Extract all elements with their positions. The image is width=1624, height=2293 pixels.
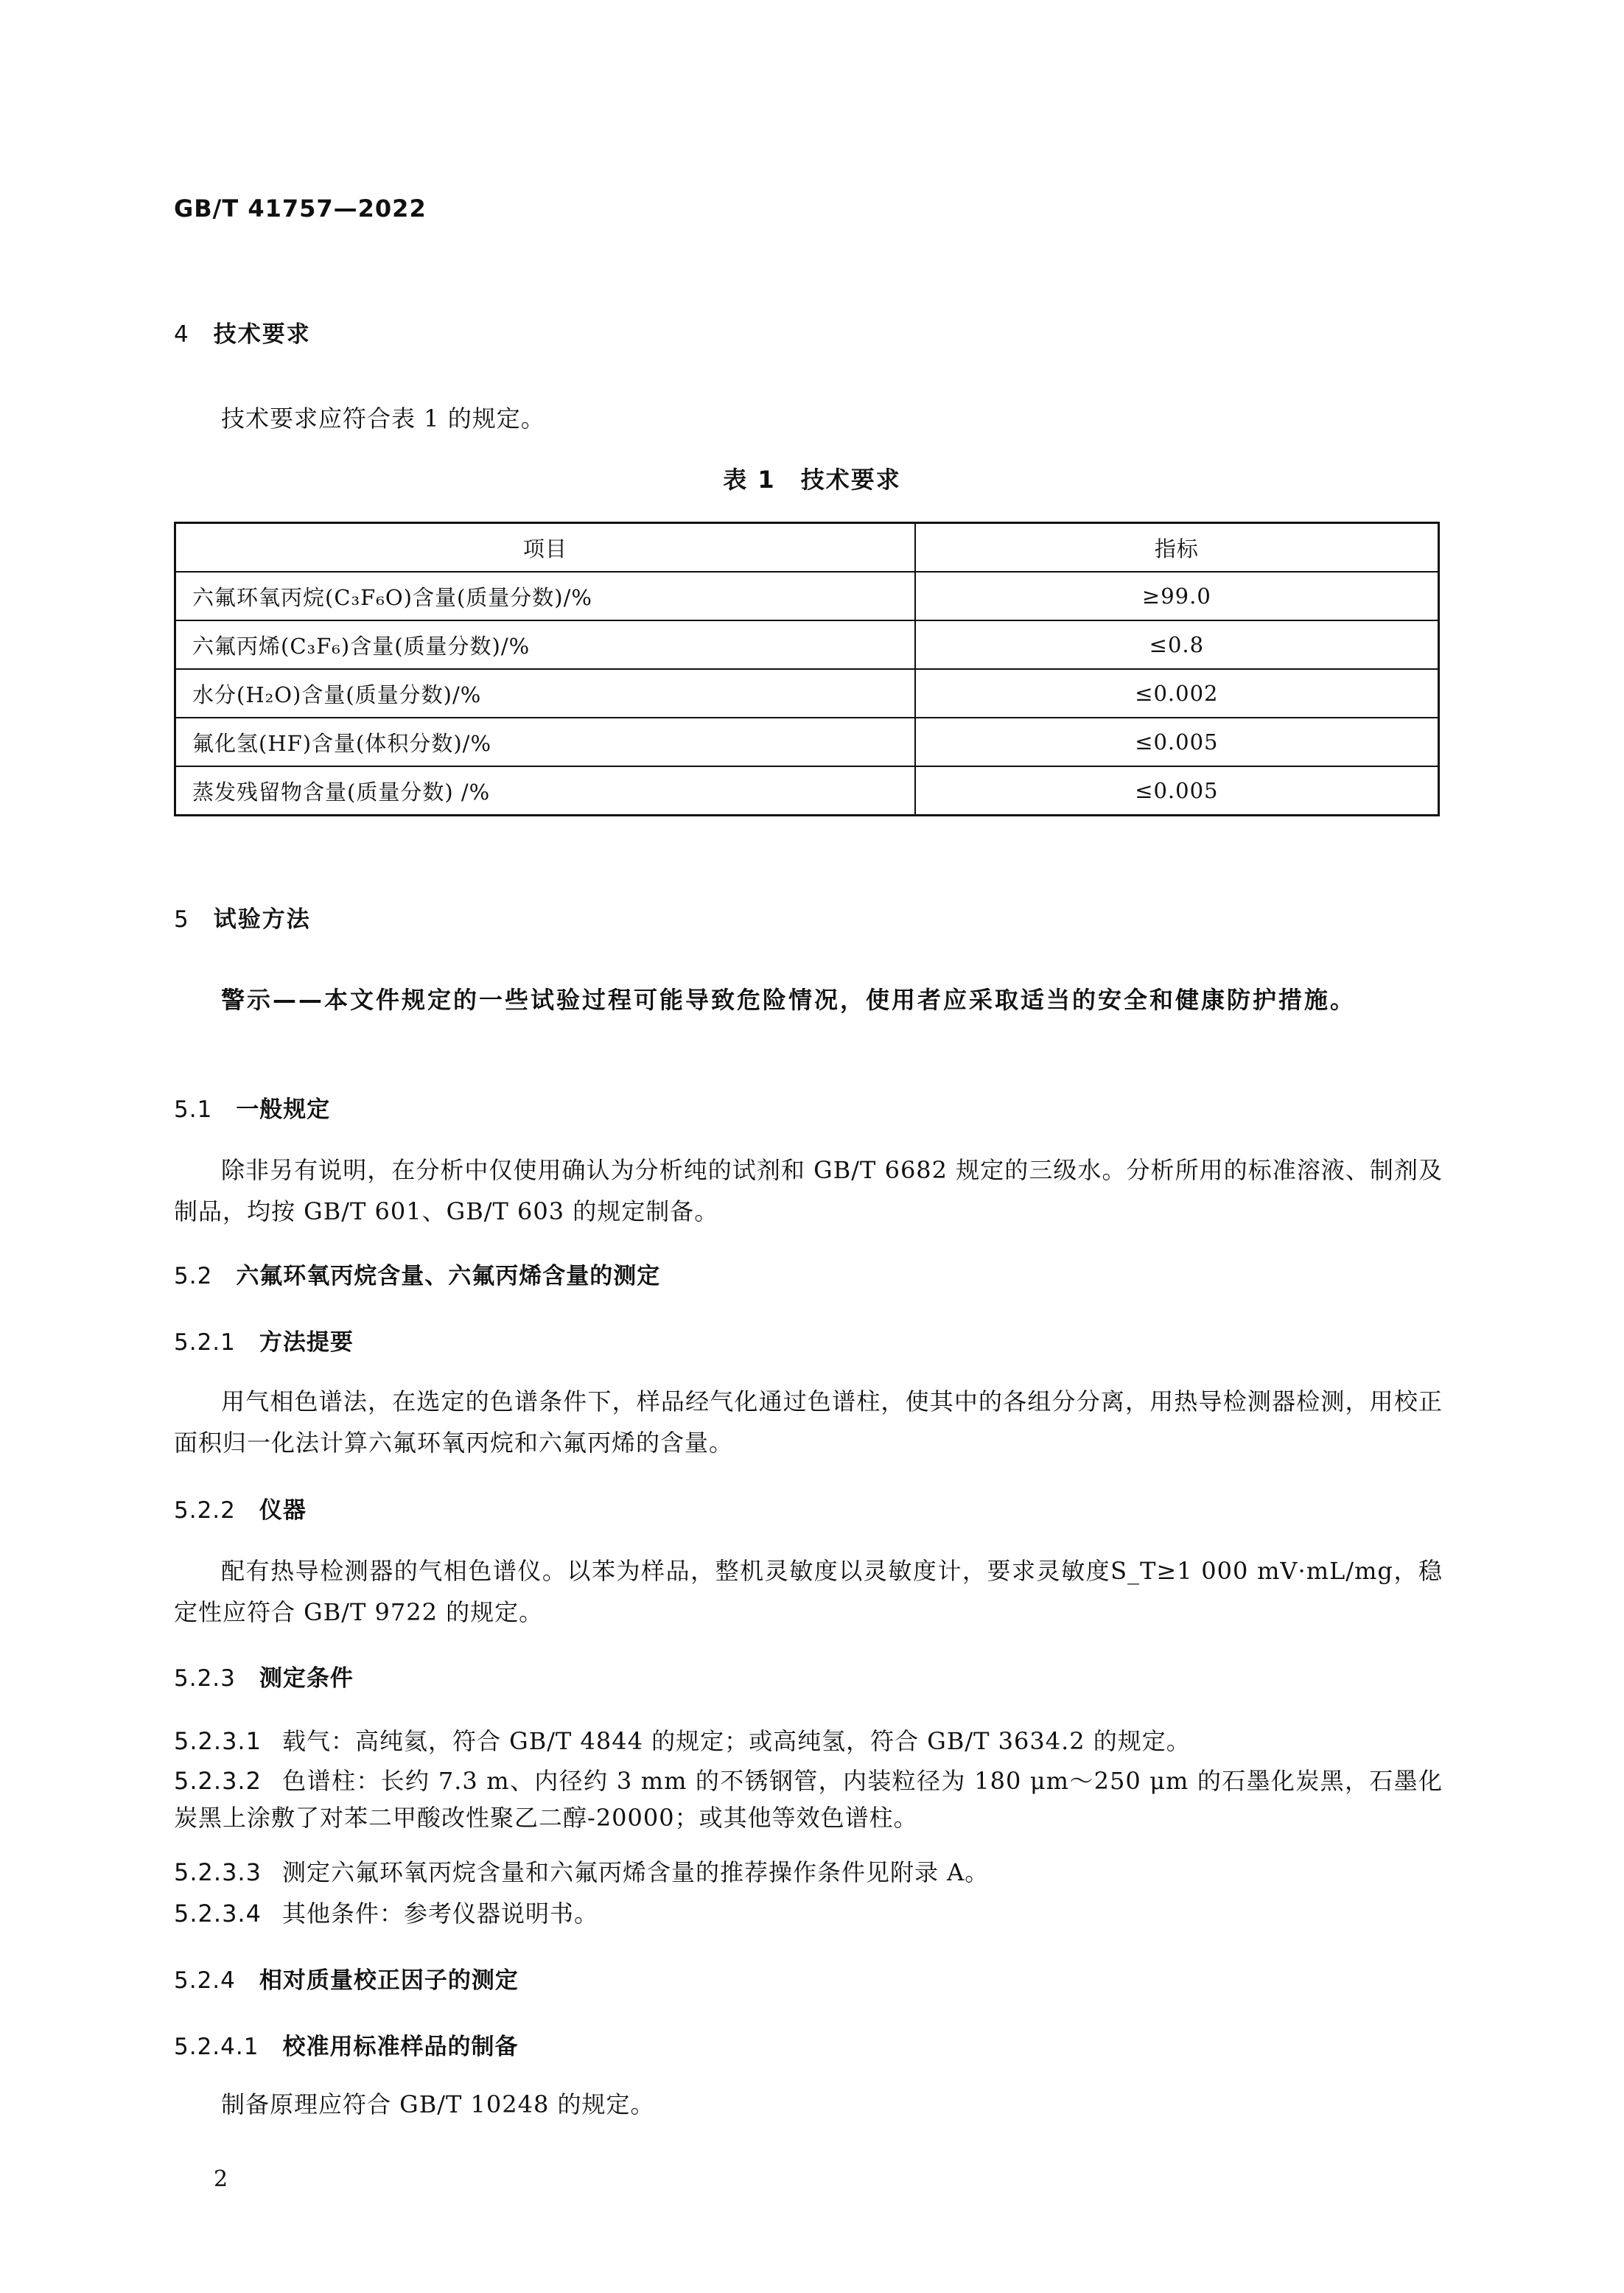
clause-title: 仪器 [259, 1497, 307, 1524]
clause-title: 测定条件 [259, 1665, 354, 1692]
section-number: 5 [174, 906, 190, 933]
clause-5-2-3-heading [174, 1659, 354, 1692]
safety-warning: 警示——本文件规定的一些试验过程可能导致危险情况，使用者应采取适当的安全和健康防护措施。 [221, 986, 1357, 1014]
clause-5-2-4-1-text: 制备原理应符合 GB/T 10248 的规定。 [221, 2090, 655, 2118]
clause-text: 色谱柱：长约 7.3 m、内径约 3 mm 的不锈钢管，内装粒径为 180 μm～250 μm 的石墨化炭黑，石墨化炭黑上涂敷了对苯二甲酸改性聚乙二醇-20000；或其他等效色谱柱。 [174, 1767, 1443, 1832]
clause-5-2-1-text: 用气相色谱法，在选定的色谱条件下，样品经气化通过色谱柱，使其中的各组分分离，用热导检测器检测，用校正面积归一化法计算六氟环氧丙烷和六氟丙烯的含量。 [174, 1387, 1443, 1457]
table-row [175, 766, 1439, 816]
clause-number: 5.2.3.2 [174, 1767, 262, 1795]
clause-number: 5.2 [174, 1263, 213, 1289]
table-row [175, 572, 1439, 620]
clause-number: 5.2.3.3 [174, 1858, 262, 1886]
clause-title: 相对质量校正因子的测定 [259, 1967, 519, 1994]
clause-number: 5.2.1 [174, 1329, 236, 1356]
clause-number: 5.2.2 [174, 1497, 236, 1524]
column-header-item: 项目 [175, 523, 915, 573]
page-number: 2 [214, 2166, 228, 2192]
clause-number: 5.2.3.4 [174, 1900, 262, 1928]
row-value: ≥99.0 [915, 572, 1439, 620]
clause-text: 载气：高纯氦，符合 GB/T 4844 的规定；或高纯氢，符合 GB/T 3634.2 的规定。 [281, 1727, 1191, 1755]
clause-5-2-3-2 [174, 1762, 1443, 1836]
clause-5-2-2-text: 配有热导检测器的气相色谱仪。以苯为样品，整机灵敏度以灵敏度计，要求灵敏度S_T≥1 000 mV·mL/mg，稳定性应符合 GB/T 9722 的规定。 [174, 1557, 1443, 1626]
document-id: GB/T 41757—2022 [174, 195, 427, 223]
table-row [175, 620, 1439, 669]
clause-5-1-text: 除非另有说明，在分析中仅使用确认为分析纯的试剂和 GB/T 6682 规定的三级水。分析所用的标准溶液、制剂及制品，均按 GB/T 601、GB/T 603 的规定制备。 [174, 1156, 1443, 1225]
clause-5-1-heading [174, 1091, 330, 1124]
table-row [175, 718, 1439, 766]
row-item: 氟化氢(HF)含量(体积分数)/% [175, 718, 915, 766]
section-number: 4 [174, 321, 190, 348]
clause-5-2-4-1-heading [174, 2028, 518, 2061]
column-header-value: 指标 [915, 523, 1439, 573]
clause-text: 其他条件：参考仪器说明书。 [281, 1900, 598, 1928]
clause-5-2-3-1 [174, 1723, 1443, 1760]
row-item: 蒸发残留物含量(质量分数) /% [175, 766, 915, 816]
section-4-intro: 技术要求应符合表 1 的规定。 [221, 405, 545, 433]
clause-title: 一般规定 [236, 1096, 331, 1123]
clause-number: 5.2.4.1 [174, 2034, 259, 2060]
row-value: ≤0.005 [915, 766, 1439, 816]
table-header-row [175, 523, 1439, 573]
clause-title: 校准用标准样品的制备 [282, 2034, 519, 2060]
clause-5-2-3-4 [174, 1895, 1443, 1932]
clause-number: 5.2.3 [174, 1665, 236, 1692]
section-title: 技术要求 [213, 321, 311, 348]
section-title: 试验方法 [213, 906, 311, 933]
clause-number: 5.2.4 [174, 1967, 236, 1994]
row-item: 六氟丙烯(C₃F₆)含量(质量分数)/% [175, 620, 915, 669]
clause-5-2-1-heading [174, 1323, 354, 1356]
clause-5-2-2-heading [174, 1491, 307, 1524]
row-value: ≤0.8 [915, 620, 1439, 669]
clause-title: 方法提要 [259, 1329, 354, 1356]
clause-number: 5.1 [174, 1096, 213, 1123]
section-5-heading [174, 900, 311, 934]
row-item: 水分(H₂O)含量(质量分数)/% [175, 669, 915, 718]
technical-requirements-table [174, 522, 1440, 816]
section-4-heading [174, 315, 311, 349]
clause-title: 六氟环氧丙烷含量、六氟丙烯含量的测定 [236, 1263, 661, 1289]
clause-5-2-heading [174, 1257, 660, 1290]
clause-number: 5.2.3.1 [174, 1727, 262, 1755]
table-caption: 表 1 技术要求 [723, 466, 901, 494]
row-value: ≤0.002 [915, 669, 1439, 718]
clause-5-2-3-3 [174, 1854, 1443, 1891]
clause-5-2-4-heading [174, 1961, 519, 1995]
row-value: ≤0.005 [915, 718, 1439, 766]
clause-text: 测定六氟环氧丙烷含量和六氟丙烯含量的推荐操作条件见附录 A。 [281, 1858, 990, 1886]
table-row [175, 669, 1439, 718]
row-item: 六氟环氧丙烷(C₃F₆O)含量(质量分数)/% [175, 572, 915, 620]
